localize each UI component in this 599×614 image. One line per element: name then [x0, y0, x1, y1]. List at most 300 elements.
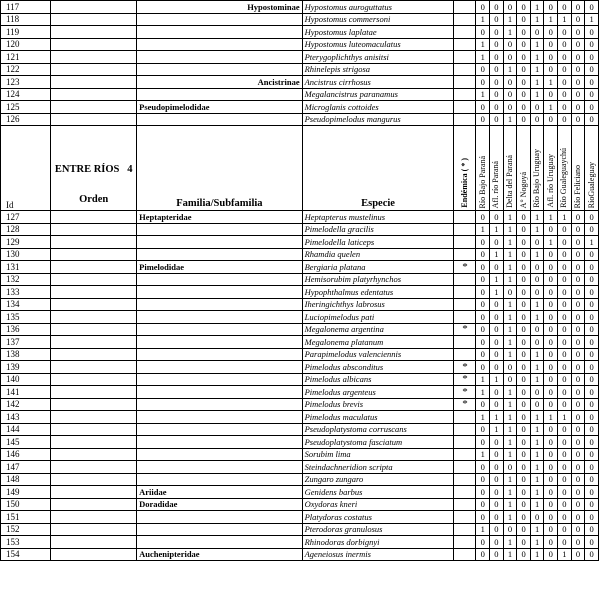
row-presence-value: 0 — [558, 361, 572, 374]
row-presence-value: 0 — [490, 26, 504, 39]
row-presence-value: 0 — [544, 386, 558, 399]
row-id: 145 — [1, 436, 51, 449]
row-presence-value: 0 — [544, 311, 558, 324]
table-row — [1, 548, 599, 561]
row-orden — [51, 323, 137, 336]
row-orden — [51, 13, 137, 26]
row-presence-value: 1 — [476, 223, 490, 236]
row-presence-value: 0 — [517, 323, 531, 336]
row-presence-value: 1 — [503, 423, 517, 436]
row-presence-value: 0 — [544, 436, 558, 449]
row-presence-value: 0 — [585, 436, 599, 449]
row-endemica — [454, 511, 476, 524]
row-orden — [51, 38, 137, 51]
row-presence-value: 0 — [517, 448, 531, 461]
row-especie: Rhinodoras dorbignyi — [302, 536, 454, 549]
row-presence-value: 1 — [503, 248, 517, 261]
row-presence-value: 1 — [490, 286, 504, 299]
row-presence-value: 0 — [585, 38, 599, 51]
row-presence-value: 0 — [490, 473, 504, 486]
header-loc-cell — [585, 126, 599, 211]
row-presence-value: 0 — [490, 511, 504, 524]
row-presence-value: 0 — [571, 211, 585, 224]
table-row — [1, 76, 599, 89]
row-presence-value: 0 — [517, 286, 531, 299]
row-presence-value: 1 — [530, 13, 544, 26]
row-presence-value: 0 — [571, 411, 585, 424]
row-presence-value: 0 — [544, 398, 558, 411]
row-presence-value: 0 — [558, 38, 572, 51]
row-presence-value: 0 — [585, 536, 599, 549]
row-presence-value: 0 — [503, 38, 517, 51]
row-presence-value: 0 — [585, 63, 599, 76]
table-header — [1, 126, 599, 211]
row-presence-value: 1 — [503, 273, 517, 286]
row-especie: Oxydoras kneri — [302, 498, 454, 511]
row-presence-value: 1 — [530, 373, 544, 386]
table-row — [1, 536, 599, 549]
table-row — [1, 273, 599, 286]
row-familia — [137, 373, 302, 386]
row-presence-value: 0 — [530, 386, 544, 399]
table-row — [1, 398, 599, 411]
row-familia — [137, 461, 302, 474]
row-presence-value: 1 — [503, 348, 517, 361]
row-presence-value: 1 — [503, 113, 517, 126]
row-especie: Pseudoplatystoma corruscans — [302, 423, 454, 436]
row-id: 127 — [1, 211, 51, 224]
row-presence-value: 0 — [585, 101, 599, 114]
row-presence-value: 0 — [490, 323, 504, 336]
row-presence-value: 0 — [476, 348, 490, 361]
row-presence-value: 0 — [517, 51, 531, 64]
row-presence-value: 0 — [571, 523, 585, 536]
row-presence-value: 0 — [476, 423, 490, 436]
row-endemica — [454, 548, 476, 561]
header-endemica: Endémica ( * ) — [459, 158, 469, 208]
row-presence-value: 1 — [530, 486, 544, 499]
row-presence-value: 1 — [490, 273, 504, 286]
row-presence-value: 0 — [476, 26, 490, 39]
row-presence-value: 1 — [530, 311, 544, 324]
header-loc-cell — [571, 126, 585, 211]
row-orden — [51, 26, 137, 39]
table-row — [1, 1, 599, 14]
row-presence-value: 0 — [503, 461, 517, 474]
row-orden — [51, 398, 137, 411]
row-presence-value: 0 — [558, 76, 572, 89]
row-orden — [51, 536, 137, 549]
row-familia — [137, 536, 302, 549]
row-presence-value: 0 — [517, 336, 531, 349]
row-id: 135 — [1, 311, 51, 324]
row-presence-value: 1 — [503, 548, 517, 561]
row-presence-value: 0 — [517, 101, 531, 114]
row-presence-value: 0 — [490, 548, 504, 561]
row-presence-value: 1 — [530, 436, 544, 449]
row-id: 141 — [1, 386, 51, 399]
row-especie: Sorubim lima — [302, 448, 454, 461]
row-presence-value: 1 — [558, 13, 572, 26]
row-familia: Ariidae — [137, 486, 302, 499]
row-presence-value: 0 — [571, 273, 585, 286]
row-presence-value: 0 — [558, 311, 572, 324]
row-presence-value: 0 — [517, 298, 531, 311]
row-presence-value: 0 — [558, 498, 572, 511]
row-presence-value: 1 — [530, 248, 544, 261]
row-especie: Pimelodella laticeps — [302, 236, 454, 249]
row-presence-value: 1 — [530, 223, 544, 236]
row-presence-value: 0 — [544, 348, 558, 361]
row-presence-value: 0 — [476, 361, 490, 374]
row-familia: Doradidae — [137, 498, 302, 511]
row-id: 140 — [1, 373, 51, 386]
row-presence-value: 0 — [558, 348, 572, 361]
row-presence-value: 0 — [517, 63, 531, 76]
table-row — [1, 386, 599, 399]
row-presence-value: 0 — [544, 523, 558, 536]
row-presence-value: 0 — [585, 223, 599, 236]
row-presence-value: 0 — [571, 248, 585, 261]
row-orden — [51, 273, 137, 286]
row-presence-value: 0 — [558, 88, 572, 101]
row-presence-value: 0 — [585, 211, 599, 224]
row-presence-value: 0 — [544, 38, 558, 51]
row-presence-value: 0 — [530, 398, 544, 411]
row-presence-value: 0 — [490, 76, 504, 89]
row-orden — [51, 311, 137, 324]
row-presence-value: 0 — [558, 473, 572, 486]
row-presence-value: 1 — [476, 51, 490, 64]
row-presence-value: 0 — [490, 398, 504, 411]
row-presence-value: 0 — [517, 461, 531, 474]
row-presence-value: 0 — [558, 461, 572, 474]
row-presence-value: 0 — [490, 536, 504, 549]
header-row — [1, 126, 599, 211]
row-endemica — [454, 236, 476, 249]
row-presence-value: 1 — [490, 411, 504, 424]
row-endemica — [454, 248, 476, 261]
row-especie: Pseudopimelodus mangurus — [302, 113, 454, 126]
row-orden — [51, 336, 137, 349]
row-orden — [51, 511, 137, 524]
row-id: 124 — [1, 88, 51, 101]
row-presence-value: 0 — [490, 386, 504, 399]
header-loc-cell — [530, 126, 544, 211]
row-id: 128 — [1, 223, 51, 236]
row-presence-value: 0 — [571, 448, 585, 461]
row-familia — [137, 436, 302, 449]
row-presence-value: 0 — [490, 38, 504, 51]
row-endemica — [454, 1, 476, 14]
row-presence-value: 1 — [503, 311, 517, 324]
row-presence-value: 0 — [558, 51, 572, 64]
table-row — [1, 473, 599, 486]
header-locality: Río Gualeguaychú — [559, 148, 569, 208]
table-body-top — [1, 1, 599, 126]
row-presence-value: 0 — [476, 398, 490, 411]
row-especie: Megalonema argentina — [302, 323, 454, 336]
row-presence-value: 0 — [585, 511, 599, 524]
row-presence-value: 0 — [476, 76, 490, 89]
row-id: 130 — [1, 248, 51, 261]
row-presence-value: 1 — [544, 13, 558, 26]
row-familia — [137, 386, 302, 399]
row-endemica: * — [454, 361, 476, 374]
table-row — [1, 236, 599, 249]
row-id: 136 — [1, 323, 51, 336]
row-presence-value: 0 — [517, 76, 531, 89]
row-presence-value: 0 — [530, 101, 544, 114]
row-presence-value: 1 — [503, 63, 517, 76]
row-presence-value: 0 — [544, 486, 558, 499]
row-presence-value: 0 — [517, 1, 531, 14]
row-presence-value: 0 — [544, 286, 558, 299]
row-presence-value: 0 — [544, 498, 558, 511]
row-presence-value: 0 — [544, 88, 558, 101]
row-familia — [137, 361, 302, 374]
row-presence-value: 1 — [544, 101, 558, 114]
row-presence-value: 0 — [558, 236, 572, 249]
row-endemica — [454, 26, 476, 39]
row-presence-value: 0 — [571, 88, 585, 101]
row-presence-value: 0 — [476, 461, 490, 474]
row-orden — [51, 211, 137, 224]
row-presence-value: 0 — [517, 423, 531, 436]
row-presence-value: 0 — [476, 548, 490, 561]
table-row — [1, 38, 599, 51]
row-endemica — [454, 436, 476, 449]
row-presence-value: 0 — [585, 76, 599, 89]
row-presence-value: 0 — [517, 536, 531, 549]
row-presence-value: 0 — [544, 26, 558, 39]
row-presence-value: 0 — [585, 523, 599, 536]
row-presence-value: 0 — [585, 286, 599, 299]
table-row — [1, 423, 599, 436]
row-id: 151 — [1, 511, 51, 524]
row-presence-value: 0 — [490, 113, 504, 126]
row-presence-value: 0 — [503, 51, 517, 64]
row-presence-value: 0 — [476, 1, 490, 14]
row-familia — [137, 411, 302, 424]
row-presence-value: 0 — [544, 548, 558, 561]
row-presence-value: 1 — [530, 523, 544, 536]
row-especie: Pimelodus albicans — [302, 373, 454, 386]
row-orden — [51, 473, 137, 486]
row-presence-value: 0 — [517, 311, 531, 324]
row-presence-value: 0 — [571, 76, 585, 89]
row-presence-value: 0 — [571, 498, 585, 511]
row-id: 149 — [1, 486, 51, 499]
row-familia: Pimelodidae — [137, 261, 302, 274]
row-presence-value: 0 — [476, 63, 490, 76]
row-endemica — [454, 273, 476, 286]
row-orden — [51, 523, 137, 536]
header-locality: Afl. río Uruguay — [545, 154, 555, 208]
row-especie: Heptapterus mustelinus — [302, 211, 454, 224]
row-id: 138 — [1, 348, 51, 361]
table-row — [1, 336, 599, 349]
row-presence-value: 1 — [476, 88, 490, 101]
row-presence-value: 0 — [517, 473, 531, 486]
row-presence-value: 1 — [476, 373, 490, 386]
row-presence-value: 0 — [544, 536, 558, 549]
row-especie: Hemisorubim platyrhynchos — [302, 273, 454, 286]
row-especie: Pimelodus brevis — [302, 398, 454, 411]
table-row — [1, 523, 599, 536]
row-presence-value: 1 — [503, 323, 517, 336]
row-presence-value: 0 — [490, 63, 504, 76]
row-familia — [137, 298, 302, 311]
row-id: 154 — [1, 548, 51, 561]
row-presence-value: 0 — [490, 498, 504, 511]
table-row — [1, 323, 599, 336]
row-orden — [51, 298, 137, 311]
table-row — [1, 88, 599, 101]
row-endemica — [454, 336, 476, 349]
row-orden — [51, 423, 137, 436]
row-presence-value: 0 — [517, 436, 531, 449]
row-presence-value: 0 — [585, 298, 599, 311]
row-presence-value: 0 — [476, 101, 490, 114]
row-id: 118 — [1, 13, 51, 26]
row-presence-value: 1 — [503, 13, 517, 26]
row-orden — [51, 223, 137, 236]
row-presence-value: 0 — [476, 498, 490, 511]
row-presence-value: 0 — [585, 113, 599, 126]
row-presence-value: 0 — [571, 51, 585, 64]
row-endemica — [454, 13, 476, 26]
row-presence-value: 0 — [517, 113, 531, 126]
row-orden — [51, 261, 137, 274]
table-row — [1, 101, 599, 114]
row-presence-value: 0 — [476, 286, 490, 299]
row-presence-value: 0 — [544, 261, 558, 274]
table-row — [1, 511, 599, 524]
row-id: 129 — [1, 236, 51, 249]
row-presence-value: 0 — [503, 373, 517, 386]
row-id: 143 — [1, 411, 51, 424]
row-presence-value: 1 — [530, 498, 544, 511]
table-row — [1, 498, 599, 511]
row-presence-value: 0 — [490, 311, 504, 324]
row-familia — [137, 423, 302, 436]
row-familia — [137, 236, 302, 249]
row-presence-value: 1 — [490, 223, 504, 236]
row-presence-value: 0 — [490, 236, 504, 249]
row-presence-value: 0 — [544, 63, 558, 76]
header-region: ENTRE RÍOS — [54, 164, 120, 175]
row-id: 121 — [1, 51, 51, 64]
row-presence-value: 1 — [544, 211, 558, 224]
row-endemica: * — [454, 323, 476, 336]
row-presence-value: 0 — [476, 436, 490, 449]
table-row — [1, 113, 599, 126]
row-presence-value: 1 — [530, 63, 544, 76]
table-row — [1, 298, 599, 311]
row-endemica — [454, 473, 476, 486]
row-presence-value: 1 — [503, 261, 517, 274]
row-presence-value: 1 — [476, 411, 490, 424]
row-orden — [51, 236, 137, 249]
row-presence-value: 0 — [571, 336, 585, 349]
row-presence-value: 1 — [503, 536, 517, 549]
row-familia — [137, 311, 302, 324]
row-endemica: * — [454, 261, 476, 274]
row-presence-value: 0 — [517, 88, 531, 101]
row-presence-value: 1 — [544, 411, 558, 424]
row-familia — [137, 523, 302, 536]
header-loc-cell — [490, 126, 504, 211]
table-row — [1, 311, 599, 324]
row-presence-value: 1 — [530, 411, 544, 424]
row-id: 131 — [1, 261, 51, 274]
row-id: 147 — [1, 461, 51, 474]
row-presence-value: 0 — [503, 88, 517, 101]
row-familia — [137, 448, 302, 461]
row-presence-value: 0 — [476, 323, 490, 336]
row-presence-value: 0 — [558, 436, 572, 449]
row-endemica — [454, 298, 476, 311]
row-familia — [137, 473, 302, 486]
row-orden — [51, 361, 137, 374]
row-presence-value: 0 — [490, 101, 504, 114]
row-familia — [137, 348, 302, 361]
row-presence-value: 0 — [544, 511, 558, 524]
header-familia: Familia/Subfamilia — [137, 126, 302, 211]
row-presence-value: 1 — [476, 523, 490, 536]
row-presence-value: 0 — [558, 63, 572, 76]
row-especie: Rhamdia quelen — [302, 248, 454, 261]
row-id: 148 — [1, 473, 51, 486]
row-presence-value: 1 — [503, 473, 517, 486]
row-presence-value: 1 — [476, 13, 490, 26]
row-presence-value: 0 — [517, 261, 531, 274]
row-familia — [137, 38, 302, 51]
row-endemica — [454, 88, 476, 101]
row-presence-value: 0 — [571, 113, 585, 126]
row-especie: Pimelodus maculatus — [302, 411, 454, 424]
row-orden — [51, 51, 137, 64]
row-presence-value: 0 — [490, 436, 504, 449]
row-presence-value: 0 — [544, 361, 558, 374]
row-presence-value: 0 — [571, 101, 585, 114]
row-presence-value: 0 — [530, 511, 544, 524]
row-endemica — [454, 536, 476, 549]
row-orden — [51, 448, 137, 461]
header-loc-cell — [517, 126, 531, 211]
row-presence-value: 0 — [585, 1, 599, 14]
row-presence-value: 0 — [517, 223, 531, 236]
row-presence-value: 0 — [544, 373, 558, 386]
header-id: Id — [1, 126, 51, 211]
row-presence-value: 0 — [490, 1, 504, 14]
row-presence-value: 0 — [476, 261, 490, 274]
row-presence-value: 0 — [558, 298, 572, 311]
row-presence-value: 0 — [558, 113, 572, 126]
row-presence-value: 1 — [503, 211, 517, 224]
table-row — [1, 373, 599, 386]
row-orden — [51, 436, 137, 449]
row-presence-value: 0 — [476, 236, 490, 249]
row-presence-value: 0 — [476, 536, 490, 549]
row-presence-value: 0 — [571, 323, 585, 336]
header-locality: Río Bajo Uruguay — [532, 149, 542, 208]
row-orden — [51, 348, 137, 361]
row-presence-value: 1 — [503, 398, 517, 411]
table-row — [1, 361, 599, 374]
row-presence-value: 0 — [544, 423, 558, 436]
